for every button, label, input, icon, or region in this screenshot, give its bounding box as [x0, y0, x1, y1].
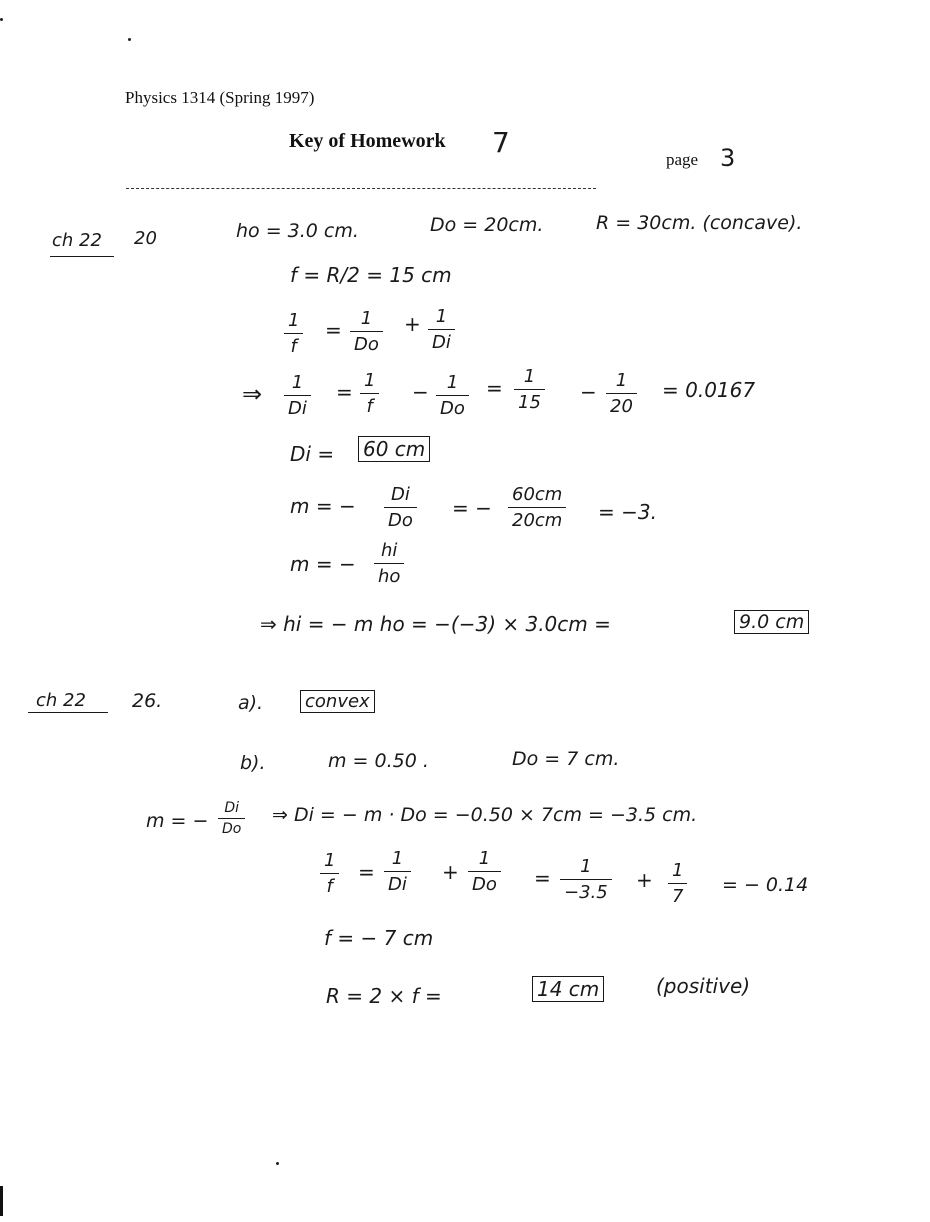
page-number: 3	[720, 144, 736, 172]
fraction-1-over-f: 1 f	[284, 310, 303, 357]
equals-sign: =	[486, 376, 503, 400]
problem-26-chapter: ch 22	[36, 690, 86, 711]
given-ho: ho = 3.0 cm.	[236, 220, 359, 242]
page-label: page	[666, 150, 699, 169]
scan-speck	[128, 38, 131, 41]
radius-calculation: R = 2 × f =	[326, 984, 442, 1008]
plus-sign: +	[442, 860, 459, 884]
result-0-0167: = 0.0167	[662, 378, 756, 402]
radius-answer-box: 14 cm	[532, 976, 604, 1002]
given-do: Do = 20cm.	[430, 214, 544, 236]
implies-arrow: ⇒	[242, 380, 263, 408]
focal-length-result: f = − 7 cm	[324, 926, 434, 950]
fraction-1-over-di: 1 Di	[384, 848, 411, 895]
hi-calculation: ⇒ hi = − m ho = −(−3) × 3.0cm =	[260, 612, 611, 636]
radius-note: (positive)	[656, 974, 751, 998]
fraction-1-over-di: 1 Di	[428, 306, 455, 353]
di-answer-box: 60 cm	[358, 436, 430, 462]
part-b-label: b).	[240, 752, 266, 774]
fraction-1-over-minus-3-5: 1 −3.5	[560, 856, 612, 903]
part-a-label: a).	[238, 692, 264, 714]
header-divider	[126, 188, 596, 189]
fraction-1-over-di: 1 Di	[284, 372, 311, 419]
fraction-hi-over-ho: hi ho	[374, 540, 404, 587]
given-do: Do = 7 cm.	[512, 748, 620, 770]
part-a-answer-box: convex	[300, 690, 375, 713]
hi-answer-box: 9.0 cm	[734, 610, 809, 634]
magnification-result: = −3.	[598, 500, 657, 524]
equals-sign: =	[534, 866, 551, 890]
problem-26-underline	[28, 712, 108, 713]
fraction-1-over-f: 1 f	[360, 370, 379, 417]
page-title	[289, 130, 446, 153]
given-r: R = 30cm. (concave).	[596, 212, 803, 234]
m-lhs: m = −	[290, 494, 356, 518]
m-definition-lhs: m = −	[146, 810, 209, 832]
scan-speck	[0, 18, 3, 21]
fraction-1-over-do: 1 Do	[436, 372, 469, 419]
given-m: m = 0.50 .	[328, 750, 429, 772]
fraction-1-over-do: 1 Do	[350, 308, 383, 355]
equals-minus: = −	[452, 496, 492, 520]
di-calculation: ⇒ Di = − m · Do = −0.50 × 7cm = −3.5 cm.	[272, 804, 698, 826]
equals-sign: =	[358, 860, 375, 884]
fraction-di-over-do: Di Do	[218, 800, 245, 837]
scan-edge-mark	[0, 1186, 3, 1216]
problem-20-underline	[50, 256, 114, 257]
fraction-1-over-do: 1 Do	[468, 848, 501, 895]
plus-sign: +	[636, 868, 653, 892]
homework-number: 7	[492, 126, 510, 159]
fraction-1-over-f: 1 f	[320, 850, 339, 897]
focal-length-line: f = R/2 = 15 cm	[290, 263, 452, 287]
problem-20-chapter: ch 22	[52, 230, 102, 251]
equals-sign: =	[336, 380, 353, 404]
problem-26-number: 26.	[132, 690, 163, 712]
di-label: Di =	[290, 442, 335, 466]
plus-sign: +	[404, 312, 421, 336]
scan-speck	[276, 1162, 279, 1165]
fraction-60cm-over-20cm: 60cm 20cm	[508, 484, 566, 531]
result-minus-0-14: = − 0.14	[722, 874, 809, 896]
fraction-1-over-15: 1 15	[514, 366, 545, 413]
problem-20-number: 20	[134, 228, 157, 249]
fraction-di-over-do: Di Do	[384, 484, 417, 531]
fraction-1-over-7: 1 7	[668, 860, 687, 907]
equals-sign: =	[325, 318, 342, 342]
minus-sign: −	[412, 380, 429, 404]
m-lhs: m = −	[290, 552, 356, 576]
title-prefix: Key of Homework	[289, 130, 446, 152]
course-title: Physics 1314 (Spring 1997)	[125, 88, 315, 107]
minus-sign: −	[580, 380, 597, 404]
fraction-1-over-20: 1 20	[606, 370, 637, 417]
